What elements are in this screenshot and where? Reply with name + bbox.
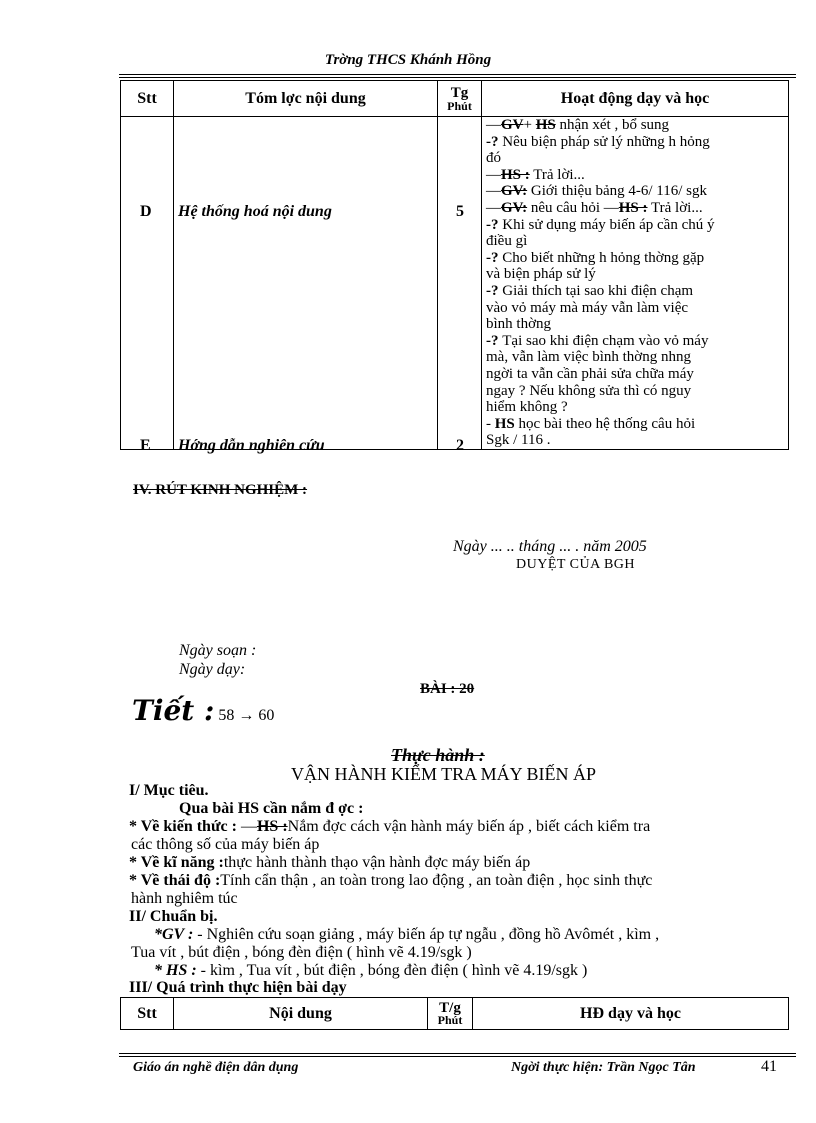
phut-label: Phút — [437, 1012, 463, 1027]
activity-line: vào vỏ máy mà máy vẫn làm việc — [486, 299, 689, 316]
content-cell-inner — [174, 117, 437, 454]
text: Giải thích tại sao khi điện chạm — [502, 282, 694, 299]
activity-line — [486, 134, 788, 151]
col-tg — [438, 81, 482, 117]
col-content: Nội dung — [174, 998, 428, 1030]
preparation-heading: II/ Chuẩn bị. — [129, 908, 218, 925]
footer-right: Ngời thực hiện: Trần Ngọc Tân — [511, 1060, 696, 1075]
hs-tag: HS : — [256, 818, 288, 835]
text: Nêu biện pháp sử lý những h hỏng — [502, 133, 710, 150]
activity-line: —GV+ HS nhận xét , bổ sung — [486, 117, 670, 133]
stt-e: E — [140, 437, 151, 454]
activity-line: —GV: Giới thiệu bảng 4-6/ 116/ sgk — [486, 183, 707, 200]
activity-line: điều gì — [486, 233, 528, 250]
time-cell — [438, 117, 482, 454]
footer-rule — [119, 1053, 796, 1057]
ngay-soan: Ngày soạn : — [179, 642, 257, 659]
table-header-row — [121, 81, 789, 117]
text: Trả lời... — [529, 166, 585, 183]
lesson-number: BÀI : 20 — [420, 681, 475, 697]
text: Khi sử dụng máy biến áp cần chú ý — [502, 216, 715, 233]
gv-tag: GV — [501, 117, 524, 133]
text: - Nghiên cứu soạn giảng , máy biến áp tự ngẫu , đồng hồ Avômét , kìm , — [193, 926, 660, 943]
text: + — [523, 117, 536, 133]
col-activity: HĐ dạy và học — [473, 998, 789, 1030]
col-tg — [428, 998, 473, 1030]
text: nêu câu hỏi — [527, 199, 604, 216]
text: - — [486, 415, 495, 432]
activity-line: đó — [486, 150, 501, 167]
col-stt: Stt — [121, 998, 174, 1030]
label: * Về kiến thức : — [129, 818, 241, 835]
q-mark: -? — [486, 249, 503, 266]
label: * HS : — [154, 962, 197, 979]
page-number: 41 — [761, 1058, 777, 1075]
q-mark: -? — [486, 216, 503, 233]
approval-label: DUYỆT CỦA BGH — [516, 557, 636, 572]
content-e: Hớng dẫn nghiên cứu — [178, 437, 325, 454]
q-mark: -? — [486, 332, 503, 349]
objectives-intro: Qua bài HS cần nắm đ ợc : — [179, 800, 364, 817]
gv-tag: GV: — [501, 199, 528, 216]
header-rule — [119, 74, 796, 78]
table-row — [121, 117, 789, 450]
practice-label: Thực hành : — [391, 745, 485, 765]
label: * Về thái độ : — [129, 872, 221, 889]
q-mark: -? — [486, 282, 503, 299]
col-activity: Hoạt động dạy và học — [482, 81, 789, 117]
hs-prep-line — [154, 962, 587, 979]
col-content: Tóm lợc nội dung — [174, 81, 438, 117]
text: thực hành thành thạo vận hành đợc máy biến áp — [223, 854, 531, 871]
phut-label: Phút — [447, 98, 472, 113]
text: Tính cẩn thận , an toàn trong lao động , an toàn điện , học sinh thực — [220, 872, 653, 889]
text: Tại sao khi điện chạm vào vỏ máy — [502, 332, 709, 349]
activity-line: —GV: nêu câu hỏi —HS : Trả lời... — [486, 199, 703, 216]
table-header-row — [121, 998, 789, 1030]
text: Cho biết những h hỏng thờng gặp — [502, 249, 705, 266]
gv-tag: GV: — [501, 183, 528, 200]
footer-left: Giáo án nghề điện dân dụng — [133, 1060, 299, 1075]
lesson-table — [120, 80, 789, 454]
activity-line — [486, 333, 788, 350]
time-cell-inner — [438, 117, 481, 454]
process-heading: III/ Quá trình thực hiện bài dạy — [129, 979, 347, 996]
knowledge-line: * Về kiến thức : —HS :Nắm đợc cách vận hành máy biến áp , biết cách kiểm tra — [129, 818, 651, 835]
activity-line: ngời ta vẫn cần phải sửa chữa máy — [486, 365, 694, 382]
activity-line: và biện pháp sử lý — [486, 266, 596, 283]
gv-prep-line — [154, 926, 659, 943]
text: học bài theo hệ thống câu hỏi — [514, 415, 696, 432]
activity-cell — [482, 117, 789, 450]
activity-line: ngay ? Nếu không sửa thì có nguy — [486, 382, 692, 399]
section-4-heading: IV. RÚT KINH NGHIỆM : — [133, 482, 308, 498]
content-cell — [174, 117, 438, 454]
label: * Về kĩ năng : — [129, 854, 224, 871]
tiet-row — [132, 694, 274, 727]
text: Trả lời... — [647, 199, 703, 216]
q-mark: -? — [486, 133, 503, 150]
content-d: Hệ thống hoá nội dung — [178, 203, 332, 220]
label: *GV : — [154, 926, 194, 943]
activity-line — [486, 217, 788, 234]
activity-line: mà, vẫn làm việc bình thờng nhng — [486, 349, 691, 366]
school-header: Trờng THCS Khánh Hồng — [324, 52, 492, 68]
activity-line — [486, 416, 788, 433]
hs-tag: HS — [494, 415, 515, 432]
tg-label: T/g — [439, 999, 461, 1016]
activity-line: —HS : Trả lời... — [486, 166, 585, 183]
activity-line — [486, 250, 788, 267]
text: Nắm đợc cách vận hành máy biến áp , biết cách kiểm tra — [287, 818, 651, 835]
activity-line: Sgk / 116 . — [486, 432, 551, 449]
tg-label: Tg — [450, 84, 469, 101]
knowledge-line-2: các thông số của máy biến áp — [131, 836, 320, 853]
activity-line — [486, 283, 788, 300]
activity-line: hiểm không ? — [486, 399, 568, 416]
text: nhận xét , bổ sung — [555, 117, 670, 133]
col-stt: Stt — [121, 81, 174, 117]
text: - kìm , Tua vít , bút điện , bóng đèn điện ( hình vẽ 4.19/sgk ) — [196, 962, 588, 979]
hs-tag: HS — [535, 117, 556, 133]
stt-d: D — [140, 203, 152, 220]
ngay-day: Ngày dạy: — [179, 661, 246, 678]
time-d: 5 — [456, 203, 464, 220]
gv-prep-line-2: Tua vít , bút điện , bóng đèn điện ( hình vẽ 4.19/sgk ) — [131, 944, 472, 961]
tiet-label: Tiết : — [132, 694, 215, 727]
arrow-icon: → — [238, 707, 255, 724]
process-table — [120, 997, 789, 1030]
attitude-line-2: hành nghiêm túc — [131, 890, 238, 907]
objectives-heading: I/ Mục tiêu. — [129, 782, 209, 799]
time-e: 2 — [456, 437, 464, 454]
hs-tag: HS : — [501, 166, 530, 183]
practice-title: VẬN HÀNH KIỂM TRA MÁY BIẾN ÁP — [291, 764, 597, 784]
tiet-from: 58 — [218, 707, 235, 724]
attitude-line — [129, 872, 652, 889]
stt-cell-inner — [121, 117, 173, 454]
activity-line: bình thờng — [486, 316, 552, 333]
hs-tag: HS : — [618, 199, 648, 216]
skill-line — [129, 854, 530, 871]
date-line: Ngày ... .. tháng ... . năm 2005 — [453, 538, 647, 555]
tiet-to: 60 — [258, 707, 275, 724]
stt-cell — [121, 117, 174, 454]
text: Giới thiệu bảng 4-6/ 116/ sgk — [527, 183, 707, 200]
